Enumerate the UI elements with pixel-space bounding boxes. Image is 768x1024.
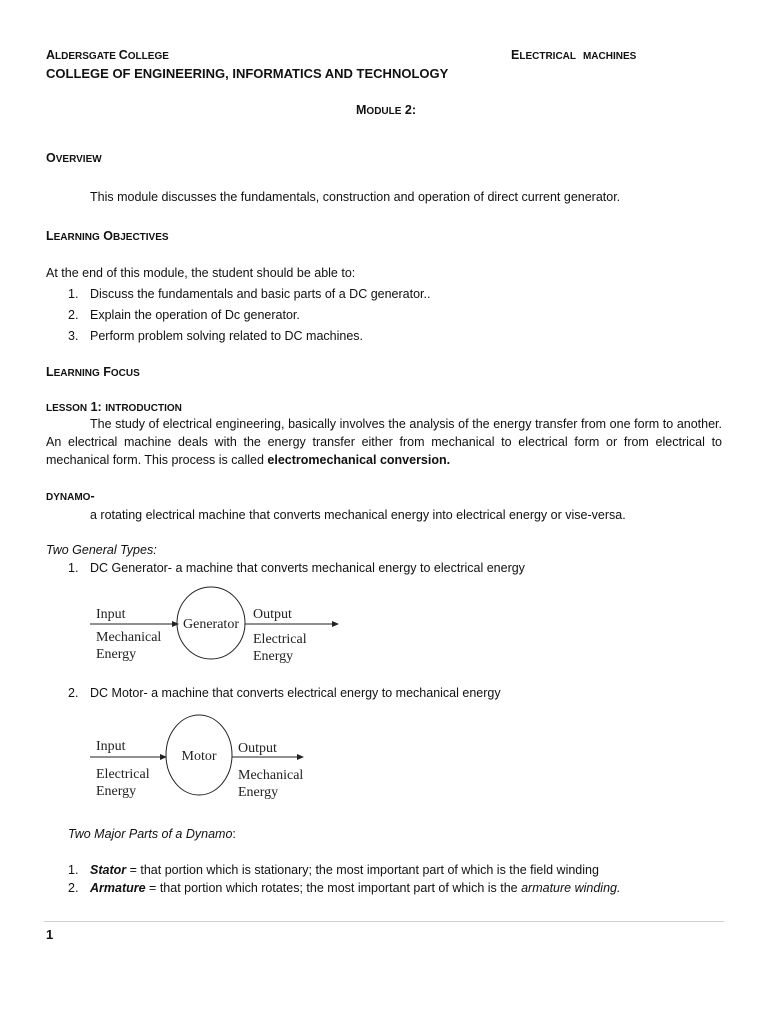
- motor-output-arrowhead: [297, 754, 304, 760]
- overview-cap: O: [46, 151, 56, 165]
- generator-input-arrowhead: [172, 621, 179, 627]
- parts-heading-text: Two Major Parts of a Dynamo: [68, 827, 233, 841]
- objectives-rest-1: EARNING: [53, 232, 100, 243]
- objective-item: [68, 307, 300, 325]
- objective-text: Explain the operation of Dc generator.: [90, 308, 300, 322]
- dynamo-term: DYNAMO: [46, 492, 91, 503]
- lesson-title: INTRODUCTION: [105, 403, 182, 414]
- dynamo-dash: -: [90, 489, 95, 503]
- generator-diagram: [90, 584, 350, 666]
- objective-number: 2.: [68, 308, 79, 322]
- focus-cap-l: L: [46, 365, 54, 379]
- lesson-label: LESSON: [46, 403, 88, 414]
- motor-input-line1: Electrical: [96, 767, 150, 782]
- part-number: 2.: [68, 881, 79, 895]
- motor-output-line2: Energy: [238, 785, 279, 800]
- part-item: [68, 862, 599, 880]
- footer-rule: [44, 921, 724, 922]
- generator-output-line2: Energy: [253, 649, 294, 664]
- college-name-rest-a: LDERSGATE: [55, 51, 119, 62]
- objective-text: Perform problem solving related to DC machines.: [90, 329, 364, 343]
- lesson-paragraph-text: The study of electrical engineering, basically involves the analysis of the energy transfer from one form to another. An electrical machine deals with the energy transfer either from mechanical to electrical form or from electrical to mechanical form. This process is called: [46, 417, 722, 468]
- motor-center-label: Motor: [181, 749, 217, 764]
- dynamo-definition: a rotating electrical machine that converts mechanical energy into electrical energy or vise-versa.: [90, 508, 626, 522]
- dynamo-label: [46, 488, 95, 506]
- motor-input-label: Input: [96, 739, 126, 754]
- part-term: Armature: [90, 881, 146, 895]
- module-title: [356, 102, 416, 120]
- motor-output-label: Output: [238, 741, 277, 756]
- type-text: DC Generator- a machine that converts mechanical energy to electrical energy: [90, 561, 525, 575]
- part-term: Stator: [90, 863, 127, 877]
- focus-heading: [46, 364, 140, 382]
- type-item: [68, 560, 525, 578]
- part-text: = that portion which is stationary; the most important part of which is the field winding: [126, 863, 599, 877]
- focus-rest-1: EARNING: [53, 368, 100, 379]
- parts-heading-colon: :: [232, 827, 236, 841]
- lesson-heading: [46, 399, 182, 417]
- type-text: DC Motor- a machine that converts electrical energy to mechanical energy: [90, 686, 501, 700]
- motor-diagram: [90, 712, 320, 802]
- motor-diagram-svg: [90, 712, 320, 802]
- objectives-cap-l: L: [46, 229, 54, 243]
- part-text: = that portion which rotates; the most important part of which is the: [145, 881, 522, 895]
- generator-output-arrowhead: [332, 621, 339, 627]
- generator-diagram-svg: [90, 584, 350, 666]
- module-rest: ODULE: [366, 106, 402, 117]
- generator-output-line1: Electrical: [253, 632, 307, 647]
- objective-number: 1.: [68, 287, 79, 301]
- parts-heading: [68, 826, 236, 844]
- generator-input-line1: Mechanical: [96, 630, 162, 645]
- overview-rest: VERVIEW: [55, 154, 102, 165]
- page-number: 1: [46, 927, 54, 942]
- objectives-heading: [46, 228, 169, 246]
- motor-input-line2: Energy: [96, 784, 137, 799]
- lesson-paragraph-emphasis: electromechanical conversion.: [267, 453, 451, 468]
- lesson-number: 1:: [90, 400, 102, 414]
- college-name-cap-a: A: [46, 48, 56, 62]
- college-name: [46, 47, 169, 65]
- subject-title: [511, 47, 636, 65]
- objective-text: Discuss the fundamentals and basic parts of a DC generator..: [90, 287, 431, 301]
- objective-item: [68, 286, 430, 304]
- college-name-cap-c: C: [118, 48, 128, 62]
- college-name-rest-c: OLLEGE: [127, 51, 169, 62]
- lesson-paragraph: [46, 415, 722, 469]
- module-cap: M: [356, 103, 367, 117]
- part-number: 1.: [68, 863, 79, 877]
- overview-text: This module discusses the fundamentals, construction and operation of direct current generator.: [90, 190, 621, 204]
- generator-input-label: Input: [96, 607, 126, 622]
- objectives-intro: At the end of this module, the student should be able to:: [46, 266, 356, 280]
- subject-rest-1: LECTRICAL: [519, 51, 577, 62]
- objectives-cap-o: O: [103, 229, 113, 243]
- motor-output-line1: Mechanical: [238, 768, 304, 783]
- objective-number: 3.: [68, 329, 79, 343]
- generator-center-label: Generator: [183, 617, 239, 632]
- generator-input-line2: Energy: [96, 647, 137, 662]
- type-number: 2.: [68, 686, 79, 700]
- focus-rest-2: OCUS: [110, 368, 140, 379]
- objectives-rest-2: BJECTIVES: [112, 232, 169, 243]
- focus-cap-f: F: [103, 365, 111, 379]
- module-number: 2:: [404, 103, 417, 117]
- overview-heading: [46, 150, 102, 168]
- part-text-italic: armature winding.: [521, 881, 621, 895]
- generator-output-label: Output: [253, 607, 292, 622]
- college-department: COLLEGE OF ENGINEERING, INFORMATICS AND TECHNOLOGY: [46, 66, 449, 81]
- objective-item: [68, 328, 363, 346]
- types-heading: Two General Types:: [46, 543, 157, 557]
- subject-rest-2: MACHINES: [582, 51, 637, 62]
- part-item: [68, 880, 620, 898]
- type-number: 1.: [68, 561, 79, 575]
- type-item: [68, 685, 501, 703]
- subject-cap: E: [511, 48, 520, 62]
